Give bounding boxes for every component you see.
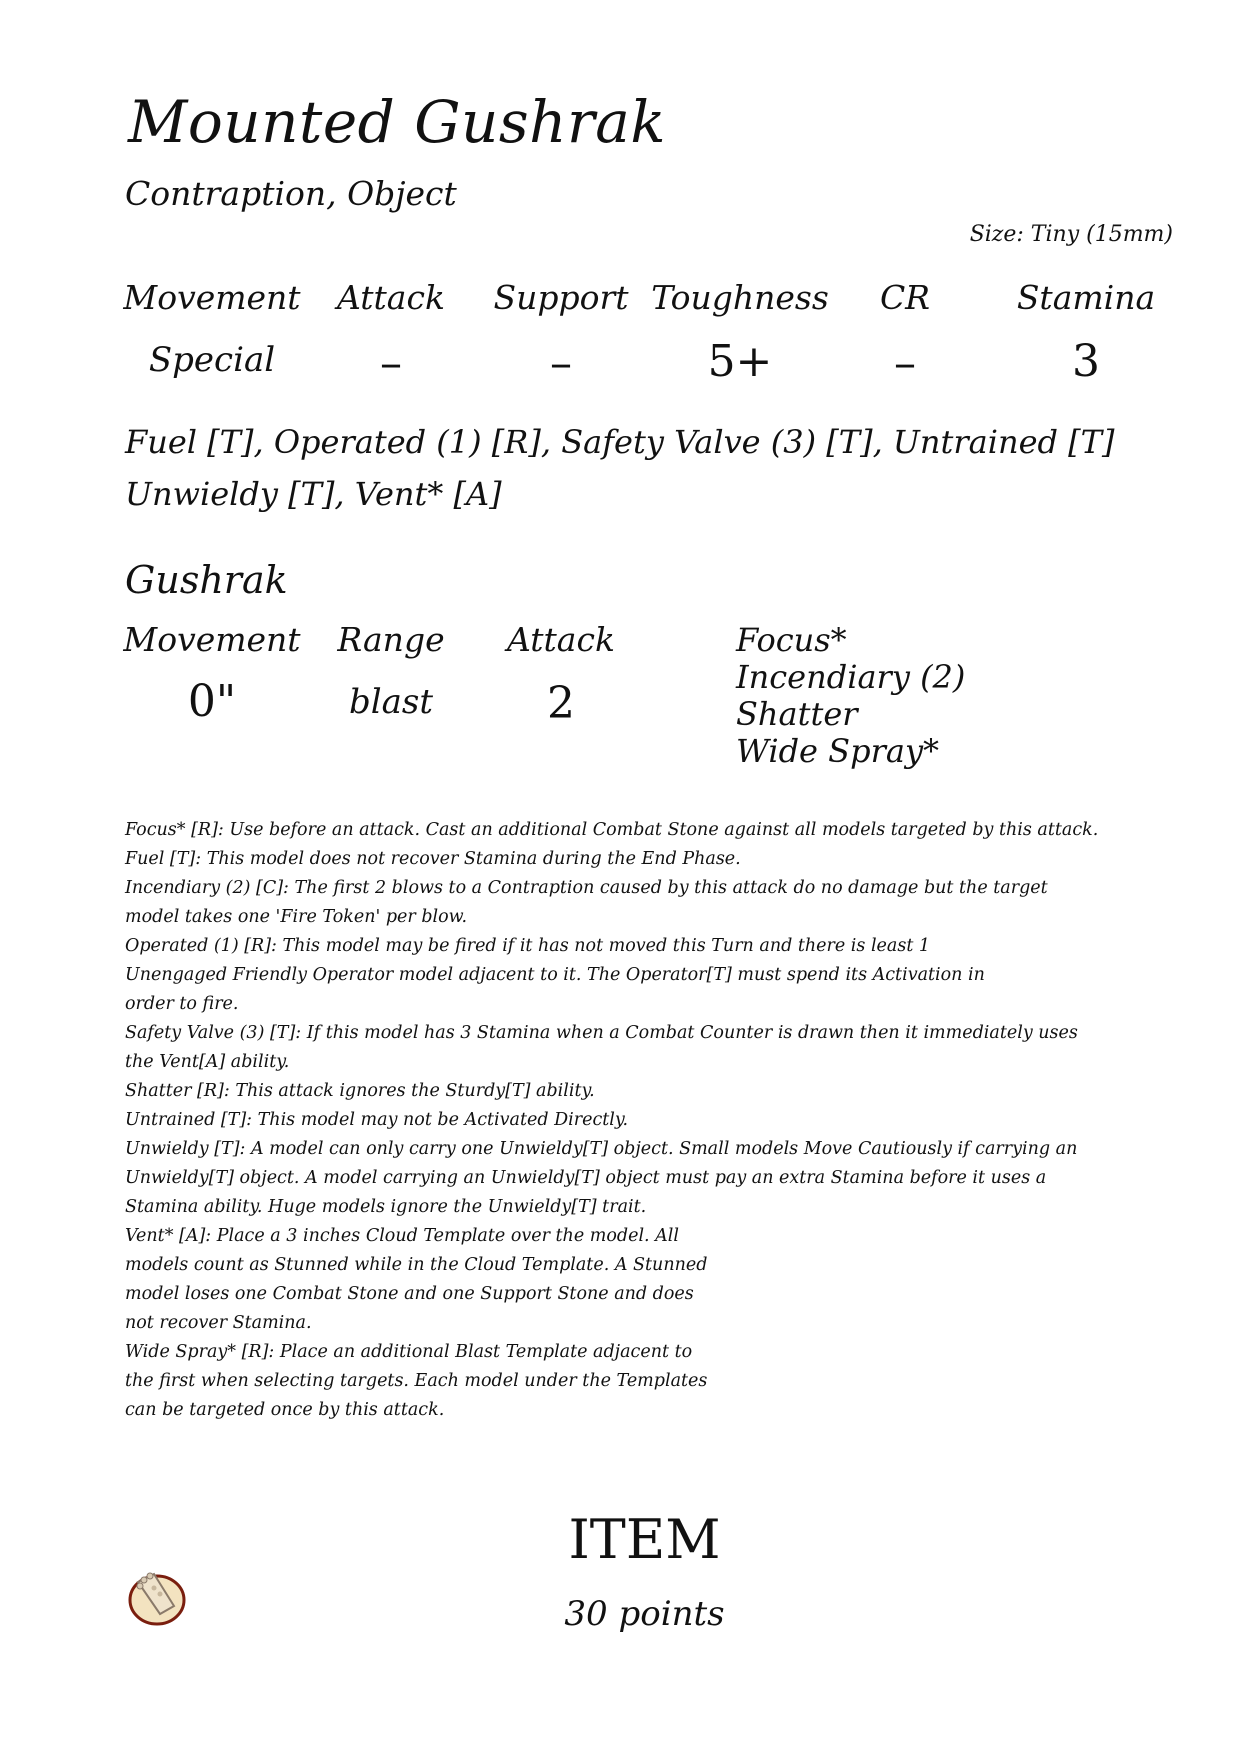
rule-incendiary: Incendiary (2) [C]: The first 2 blows to a Contraption caused by this attack do no damage but the target model takes one 'Fire Token' per blow. xyxy=(125,878,1048,927)
weapon-label-range: Range xyxy=(337,620,445,659)
traits-line-1: Fuel [T], Operated (1) [R], Safety Valve (3) [T], Untrained [T] xyxy=(125,423,1115,461)
rule-wide-spray: Wide Spray* [R]: Place an additional Blast Template adjacent to the first when selecting targets. Each model under the Templates can be targeted once by this attack. xyxy=(125,1342,708,1420)
faction-emblem-icon xyxy=(124,1562,190,1628)
stat-value-support: – xyxy=(550,338,572,389)
traits-list xyxy=(125,416,1114,520)
stat-label-support: Support xyxy=(493,278,629,317)
stat-label-toughness: Toughness xyxy=(651,278,829,317)
weapon-value-attack: 2 xyxy=(547,678,575,729)
weapon-value-movement: 0" xyxy=(187,676,237,727)
stat-value-movement: Special xyxy=(148,340,276,380)
points-cost: 30 points xyxy=(564,1594,725,1634)
rule-unwieldy: Unwieldy [T]: A model can only carry one Unwieldy[T] object. Small models Move Cautiously if carrying an Unwieldy[T] object. A model carrying an Unwieldy[T] object must pay an extra Stamina before it uses a Stamina ability. Huge models ignore the Unwieldy[T] trait. xyxy=(125,1139,1078,1217)
stat-value-attack: – xyxy=(380,338,402,389)
stat-label-cr: CR xyxy=(879,278,931,317)
keyword-incendiary: Incendiary (2) xyxy=(736,658,966,696)
keyword-shatter: Shatter xyxy=(736,695,858,733)
stat-value-toughness: 5+ xyxy=(707,336,773,387)
rule-untrained: Untrained [T]: This model may not be Activated Directly. xyxy=(125,1110,629,1130)
rule-focus: Focus* [R]: Use before an attack. Cast an additional Combat Stone against all models targeted by this attack. xyxy=(125,820,1099,840)
rule-safety-valve: Safety Valve (3) [T]: If this model has 3 Stamina when a Combat Counter is drawn then it immediately uses the Vent[A] ability. xyxy=(125,1023,1078,1072)
keyword-focus: Focus* xyxy=(736,621,847,659)
keyword-wide-spray: Wide Spray* xyxy=(736,732,940,770)
stat-label-attack: Attack xyxy=(337,278,445,317)
card-subtitle: Contraption, Object xyxy=(125,174,457,213)
card-type: ITEM xyxy=(568,1508,721,1571)
card-title: Mounted Gushrak xyxy=(128,88,666,156)
traits-line-2: Unwieldy [T], Vent* [A] xyxy=(125,475,502,513)
weapon-value-range: blast xyxy=(348,682,434,722)
weapon-keywords xyxy=(736,622,965,770)
rule-fuel: Fuel [T]: This model does not recover Stamina during the End Phase. xyxy=(125,849,741,869)
weapon-name: Gushrak xyxy=(125,558,288,602)
rule-operated: Operated (1) [R]: This model may be fired if it has not moved this Turn and there is least 1 Unengaged Friendly Operator model adjacent to it. The Operator[T] must spend its Activation in order to fire. xyxy=(125,936,985,1014)
stat-label-stamina: Stamina xyxy=(1016,278,1156,317)
stat-value-stamina: 3 xyxy=(1072,336,1100,387)
rules-text xyxy=(125,816,1125,1425)
rule-vent: Vent* [A]: Place a 3 inches Cloud Template over the model. All models count as Stunned while in the Cloud Template. A Stunned model loses one Combat Stone and one Support Stone and does not recover Stamina. xyxy=(125,1226,708,1333)
weapon-label-attack: Attack xyxy=(507,620,615,659)
model-size: Size: Tiny (15mm) xyxy=(969,222,1173,247)
stat-label-movement: Movement xyxy=(123,278,301,317)
stat-value-cr: – xyxy=(894,338,916,389)
weapon-label-movement: Movement xyxy=(123,620,301,659)
rule-shatter: Shatter [R]: This attack ignores the Sturdy[T] ability. xyxy=(125,1081,595,1101)
